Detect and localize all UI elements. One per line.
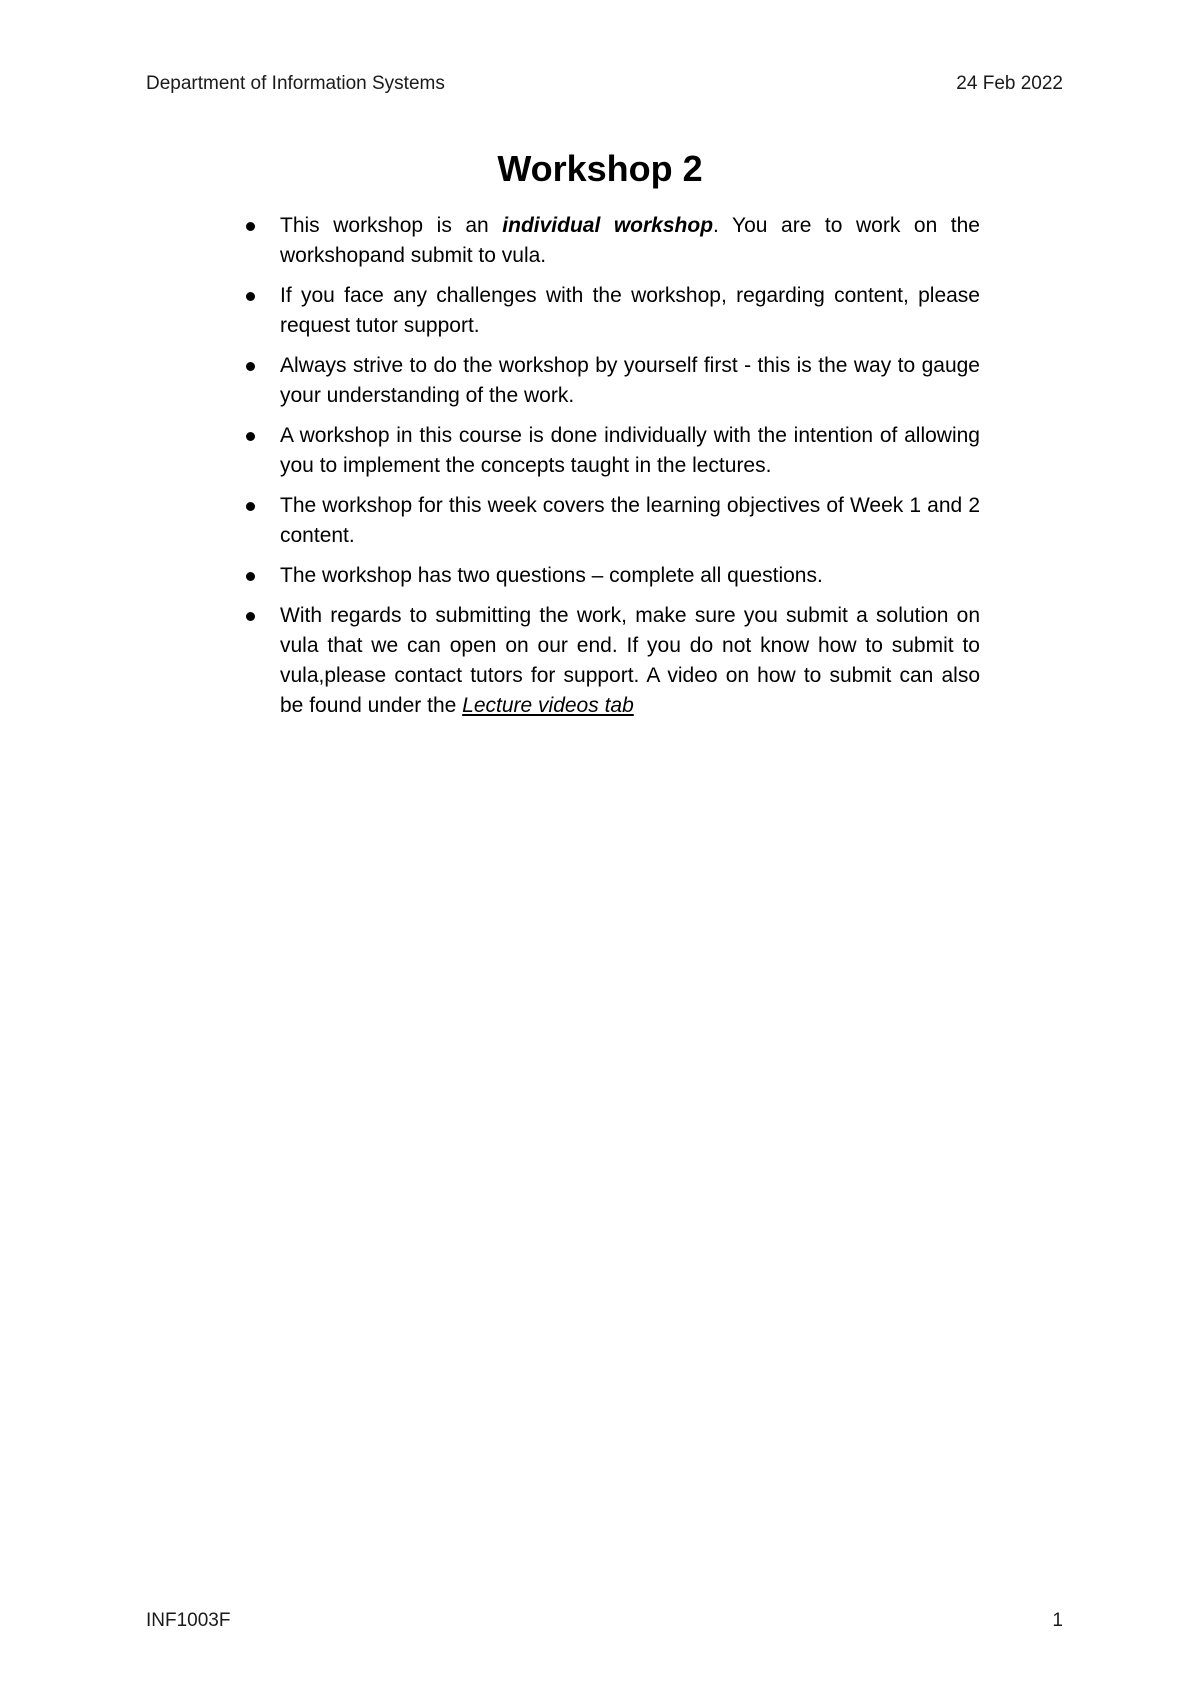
bullet-text: . You are to work on the workshopand submit to vula. (280, 214, 980, 267)
footer-page-number: 1 (1052, 1610, 1063, 1631)
bullet-text: The workshop for this week covers the learning objectives of Week 1 and 2 content. (280, 494, 980, 547)
page-title: Workshop 2 (497, 148, 703, 189)
bullet-icon (246, 292, 255, 301)
bullet-icon (246, 222, 255, 231)
bullet-text: Always strive to do the workshop by yourself first - this is the way to gauge your understanding of the work. (280, 354, 980, 407)
header-department: Department of Information Systems (146, 73, 445, 94)
bullet-text: This workshop is an (280, 214, 503, 237)
list-item (240, 351, 980, 411)
bullet-icon (246, 502, 255, 511)
list-item (240, 281, 980, 341)
list-item (240, 601, 980, 721)
bullet-text: A workshop in this course is done individually with the intention of allowing you to implement the concepts taught in the lectures. (280, 424, 980, 477)
bullet-text: With regards to submitting the work, make sure you submit a solution on vula that we can open on our end. If you do not know how to submit to vula,please contact tutors for support. A video on how to submit can also be found under the (280, 604, 980, 717)
bullet-icon (246, 432, 255, 441)
list-item (240, 421, 980, 481)
bullet-icon (246, 612, 255, 621)
bullet-text: The workshop has two questions – complete all questions. (280, 564, 823, 587)
bullet-icon (246, 572, 255, 581)
list-item (240, 491, 980, 551)
lecture-videos-link[interactable]: Lecture videos tab (462, 694, 634, 717)
bullet-icon (246, 362, 255, 371)
instructions-list (240, 211, 980, 731)
list-item (240, 561, 980, 591)
emphasis-text: individual workshop (502, 214, 714, 237)
bullet-text: If you face any challenges with the workshop, regarding content, please request tutor support. (280, 284, 980, 337)
footer-course-code: INF1003F (146, 1610, 231, 1631)
header-date: 24 Feb 2022 (956, 73, 1063, 94)
list-item (240, 211, 980, 271)
